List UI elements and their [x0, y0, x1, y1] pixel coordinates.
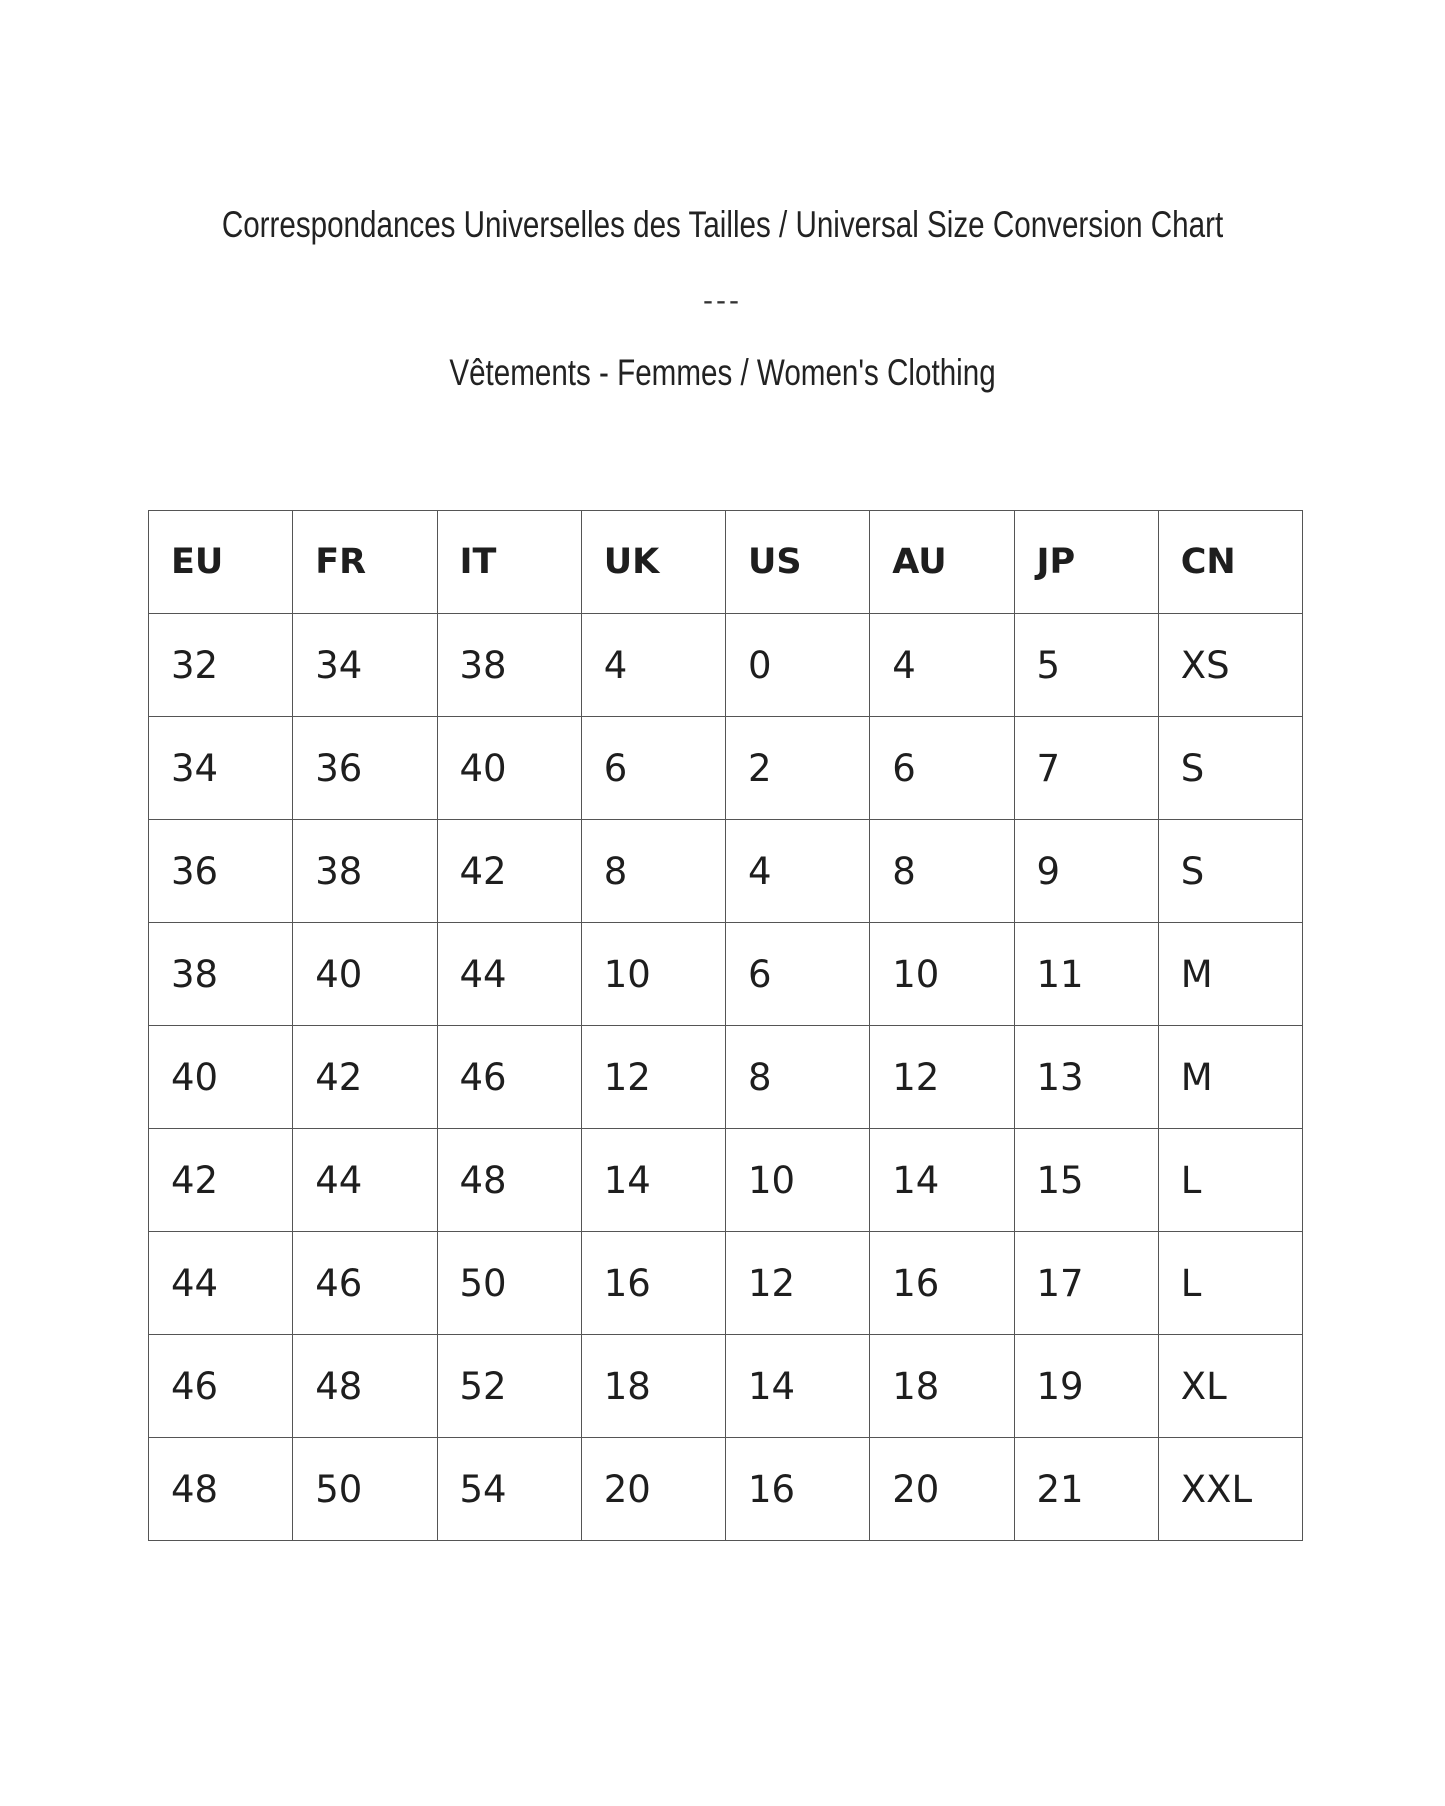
size-cell-eu: 38: [149, 923, 293, 1026]
column-header-it: IT: [437, 511, 581, 614]
table-row: [149, 1438, 1303, 1541]
size-cell-au: 6: [870, 717, 1014, 820]
size-cell-au: 20: [870, 1438, 1014, 1541]
size-cell-uk: 16: [581, 1232, 725, 1335]
size-cell-eu: 48: [149, 1438, 293, 1541]
size-cell-fr: 50: [293, 1438, 437, 1541]
size-cell-eu: 44: [149, 1232, 293, 1335]
size-cell-cn: M: [1158, 923, 1302, 1026]
column-header-jp: JP: [1014, 511, 1158, 614]
table-row: [149, 1129, 1303, 1232]
size-cell-jp: 13: [1014, 1026, 1158, 1129]
size-cell-jp: 21: [1014, 1438, 1158, 1541]
table-row: [149, 1232, 1303, 1335]
column-header-cn: CN: [1158, 511, 1302, 614]
table-row: [149, 1026, 1303, 1129]
size-cell-jp: 15: [1014, 1129, 1158, 1232]
size-cell-jp: 19: [1014, 1335, 1158, 1438]
size-cell-it: 44: [437, 923, 581, 1026]
size-cell-eu: 46: [149, 1335, 293, 1438]
size-cell-it: 54: [437, 1438, 581, 1541]
size-cell-jp: 11: [1014, 923, 1158, 1026]
size-cell-us: 2: [726, 717, 870, 820]
table-body: [149, 614, 1303, 1541]
header-row: [149, 511, 1303, 614]
size-cell-it: 50: [437, 1232, 581, 1335]
size-cell-uk: 10: [581, 923, 725, 1026]
size-cell-it: 46: [437, 1026, 581, 1129]
page-title: Correspondances Universelles des Tailles / Universal Size Conversion Chart: [221, 204, 1224, 245]
size-cell-it: 48: [437, 1129, 581, 1232]
size-cell-eu: 40: [149, 1026, 293, 1129]
size-cell-us: 0: [726, 614, 870, 717]
size-cell-fr: 34: [293, 614, 437, 717]
size-cell-eu: 36: [149, 820, 293, 923]
size-cell-us: 8: [726, 1026, 870, 1129]
size-cell-cn: M: [1158, 1026, 1302, 1129]
size-cell-eu: 32: [149, 614, 293, 717]
size-cell-uk: 20: [581, 1438, 725, 1541]
size-cell-uk: 14: [581, 1129, 725, 1232]
size-cell-uk: 8: [581, 820, 725, 923]
size-cell-fr: 40: [293, 923, 437, 1026]
title-separator: ---: [703, 284, 742, 317]
size-cell-cn: XL: [1158, 1335, 1302, 1438]
size-cell-uk: 18: [581, 1335, 725, 1438]
column-header-fr: FR: [293, 511, 437, 614]
table-row: [149, 1335, 1303, 1438]
size-cell-fr: 38: [293, 820, 437, 923]
size-cell-cn: L: [1158, 1232, 1302, 1335]
size-cell-uk: 4: [581, 614, 725, 717]
page-subtitle: Vêtements - Femmes / Women's Clothing: [449, 352, 996, 393]
size-cell-au: 12: [870, 1026, 1014, 1129]
table-row: [149, 717, 1303, 820]
size-cell-us: 14: [726, 1335, 870, 1438]
size-cell-fr: 46: [293, 1232, 437, 1335]
size-cell-cn: S: [1158, 820, 1302, 923]
size-cell-us: 12: [726, 1232, 870, 1335]
size-cell-fr: 36: [293, 717, 437, 820]
size-cell-jp: 17: [1014, 1232, 1158, 1335]
size-cell-jp: 9: [1014, 820, 1158, 923]
size-cell-eu: 42: [149, 1129, 293, 1232]
size-cell-cn: XS: [1158, 614, 1302, 717]
column-header-us: US: [726, 511, 870, 614]
column-header-eu: EU: [149, 511, 293, 614]
size-cell-us: 4: [726, 820, 870, 923]
table-row: [149, 614, 1303, 717]
size-cell-cn: XXL: [1158, 1438, 1302, 1541]
size-cell-cn: L: [1158, 1129, 1302, 1232]
size-cell-cn: S: [1158, 717, 1302, 820]
size-cell-au: 14: [870, 1129, 1014, 1232]
table-header: [149, 511, 1303, 614]
size-cell-it: 42: [437, 820, 581, 923]
size-cell-fr: 42: [293, 1026, 437, 1129]
size-cell-us: 10: [726, 1129, 870, 1232]
size-cell-uk: 6: [581, 717, 725, 820]
size-cell-fr: 44: [293, 1129, 437, 1232]
size-conversion-table: [148, 510, 1303, 1541]
size-cell-it: 38: [437, 614, 581, 717]
column-header-au: AU: [870, 511, 1014, 614]
table-row: [149, 820, 1303, 923]
size-cell-au: 16: [870, 1232, 1014, 1335]
column-header-uk: UK: [581, 511, 725, 614]
size-cell-it: 40: [437, 717, 581, 820]
size-cell-jp: 7: [1014, 717, 1158, 820]
size-cell-it: 52: [437, 1335, 581, 1438]
size-cell-fr: 48: [293, 1335, 437, 1438]
size-cell-jp: 5: [1014, 614, 1158, 717]
size-cell-au: 18: [870, 1335, 1014, 1438]
size-cell-au: 10: [870, 923, 1014, 1026]
size-cell-eu: 34: [149, 717, 293, 820]
size-cell-au: 4: [870, 614, 1014, 717]
table-row: [149, 923, 1303, 1026]
size-cell-us: 16: [726, 1438, 870, 1541]
size-cell-us: 6: [726, 923, 870, 1026]
size-cell-uk: 12: [581, 1026, 725, 1129]
size-cell-au: 8: [870, 820, 1014, 923]
